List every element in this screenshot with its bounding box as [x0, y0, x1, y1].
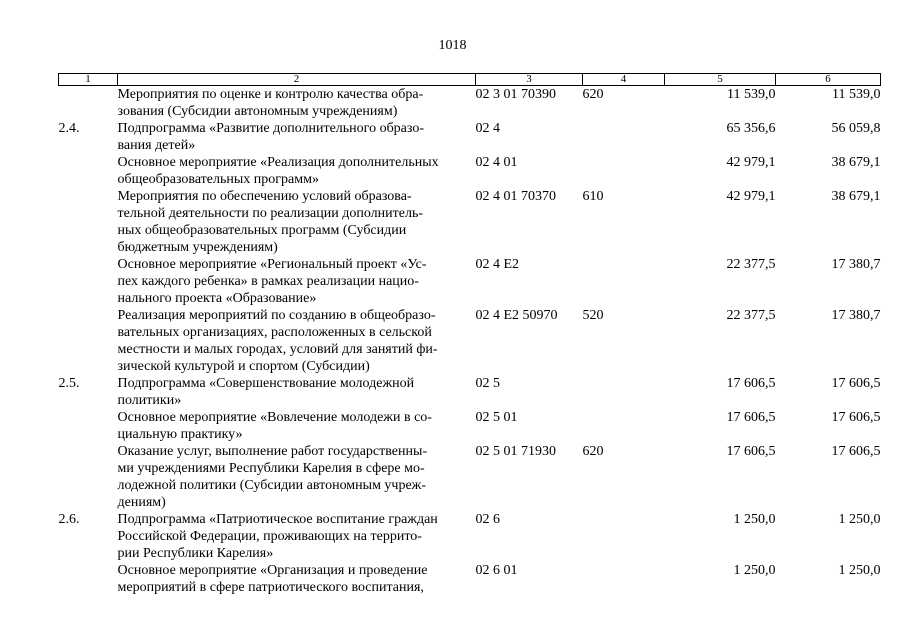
row-expense-type: 620 — [582, 87, 604, 102]
row-number — [59, 256, 118, 307]
row-name: Мероприятия по оценке и контролю качества обра- зования (Субсидии автономным учреждениям) — [117, 87, 424, 119]
column-header-2: 2 — [118, 74, 476, 86]
row-name: Мероприятия по обеспечению условий образова- тельной деятельности по реализации дополнитель- ных общеобразовательных программ (Субсидии бюджетным учреждениям) — [117, 189, 424, 255]
budget-table — [58, 73, 881, 596]
row-amount-2: 17 380,7 — [831, 257, 881, 272]
table-row — [59, 120, 881, 154]
page-number: 1018 — [438, 38, 467, 53]
row-amount-1: 17 606,5 — [726, 410, 776, 425]
row-expense-type — [583, 562, 665, 596]
row-amount-1: 1 250,0 — [733, 512, 776, 527]
row-amount-2: 1 250,0 — [838, 563, 881, 578]
table-row — [59, 188, 881, 256]
row-amount-1: 1 250,0 — [733, 563, 776, 578]
table-row — [59, 562, 881, 596]
row-name: Основное мероприятие «Организация и проведение мероприятий в сфере патриотического воспитания, — [117, 563, 428, 595]
column-header-5: 5 — [665, 74, 776, 86]
row-expense-type — [583, 409, 665, 443]
row-code: 02 5 — [475, 376, 500, 391]
column-header-3: 3 — [476, 74, 583, 86]
table-header — [59, 74, 881, 86]
row-number — [59, 562, 118, 596]
row-code: 02 5 01 — [475, 410, 518, 425]
table-row — [59, 375, 881, 409]
row-amount-2: 17 606,5 — [831, 410, 881, 425]
row-amount-1: 17 606,5 — [726, 376, 776, 391]
row-name: Основное мероприятие «Реализация дополнительных общеобразовательных программ» — [117, 155, 439, 187]
row-expense-type — [583, 154, 665, 188]
table-row — [59, 307, 881, 375]
header-row — [59, 74, 881, 86]
row-expense-type: 620 — [582, 444, 604, 459]
row-amount-2: 17 606,5 — [831, 376, 881, 391]
column-header-1: 1 — [59, 74, 118, 86]
table-row — [59, 154, 881, 188]
row-amount-2: 1 250,0 — [838, 512, 881, 527]
row-code: 02 4 — [475, 121, 500, 136]
row-code: 02 4 01 — [475, 155, 518, 170]
row-amount-1: 22 377,5 — [726, 257, 776, 272]
table-row — [59, 409, 881, 443]
row-expense-type — [583, 375, 665, 409]
row-number: 2.6. — [58, 512, 80, 527]
row-amount-1: 22 377,5 — [726, 308, 776, 323]
row-expense-type: 520 — [582, 308, 604, 323]
table-row — [59, 511, 881, 562]
row-amount-2: 17 380,7 — [831, 308, 881, 323]
table-row — [59, 86, 881, 121]
row-code: 02 4 01 70370 — [475, 189, 556, 204]
row-name: Подпрограмма «Патриотическое воспитание граждан Российской Федерации, проживающих на террито- рии Республики Карелия» — [117, 512, 438, 561]
row-number — [59, 409, 118, 443]
row-amount-1: 42 979,1 — [726, 189, 776, 204]
row-amount-2: 38 679,1 — [831, 155, 881, 170]
row-expense-type — [583, 511, 665, 562]
table-body — [59, 86, 881, 597]
row-name: Основное мероприятие «Региональный проект «Ус- пех каждого ребенка» в рамках реализации нацио- нального проекта «Образование» — [117, 257, 427, 306]
row-code: 02 6 01 — [475, 563, 518, 578]
row-name: Основное мероприятие «Вовлечение молодежи в со- циальную практику» — [117, 410, 432, 442]
row-code: 02 4 E2 50970 — [475, 308, 558, 323]
row-code: 02 5 01 71930 — [475, 444, 556, 459]
row-amount-2: 38 679,1 — [831, 189, 881, 204]
row-number — [59, 443, 118, 511]
row-code: 02 3 01 70390 — [475, 87, 556, 102]
row-number — [59, 86, 118, 121]
row-number: 2.4. — [58, 121, 80, 136]
row-code: 02 6 — [475, 512, 500, 527]
row-code: 02 4 E2 — [475, 257, 520, 272]
row-amount-1: 17 606,5 — [726, 444, 776, 459]
row-amount-1: 42 979,1 — [726, 155, 776, 170]
row-expense-type: 610 — [582, 189, 604, 204]
row-amount-1: 11 539,0 — [727, 87, 776, 102]
row-name: Подпрограмма «Развитие дополнительного образо- вания детей» — [117, 121, 425, 153]
row-amount-2: 11 539,0 — [832, 87, 881, 102]
row-number — [59, 188, 118, 256]
row-name: Подпрограмма «Совершенствование молодежной политики» — [117, 376, 415, 408]
row-number — [59, 307, 118, 375]
row-number — [59, 154, 118, 188]
row-amount-1: 65 356,6 — [726, 121, 776, 136]
row-expense-type — [583, 120, 665, 154]
row-amount-2: 17 606,5 — [831, 444, 881, 459]
row-name: Реализация мероприятий по созданию в общеобразо- вательных организациях, расположенных в сельской местности и малых городах, условий для занятий фи- зической культурой и спортом (Субсидии) — [117, 308, 438, 374]
table-row — [59, 256, 881, 307]
row-amount-2: 56 059,8 — [831, 121, 881, 136]
row-expense-type — [583, 256, 665, 307]
column-header-4: 4 — [583, 74, 665, 86]
table-row — [59, 443, 881, 511]
row-number: 2.5. — [58, 376, 80, 391]
column-header-6: 6 — [776, 74, 881, 86]
row-name: Оказание услуг, выполнение работ государственны- ми учреждениями Республики Карелия в сфере мо- лодежной политики (Субсидии автономным учреж- дениям) — [117, 444, 428, 510]
